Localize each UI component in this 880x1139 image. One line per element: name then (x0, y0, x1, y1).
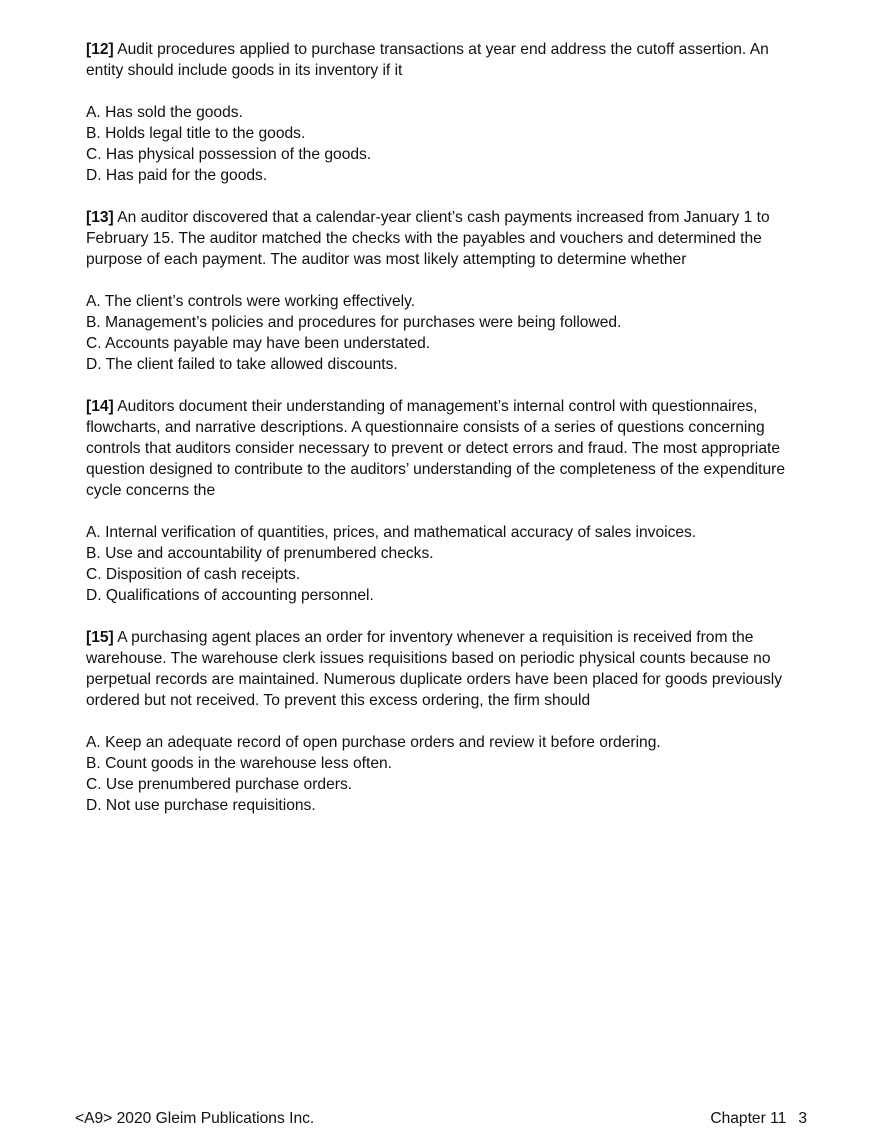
answer-option-d: D. Qualifications of accounting personnel. (86, 587, 374, 604)
question-number: [13] (86, 209, 114, 226)
question-text: An auditor discovered that a calendar-year client’s cash payments increased from January 1 to February 15. The auditor matched the checks with the payables and vouchers and determined the purpose of each payment. The auditor was most likely attempting to determine whether (86, 209, 770, 268)
question-number: [15] (86, 629, 114, 646)
answer-option-d: D. The client failed to take allowed discounts. (86, 356, 398, 373)
question-text: Audit procedures applied to purchase transactions at year end address the cutoff assertion. An entity should include goods in its inventory if it (86, 41, 769, 79)
answer-option-c: C. Accounts payable may have been understated. (86, 335, 431, 352)
footer-copyright: <A9> 2020 Gleim Publications Inc. (75, 1110, 315, 1127)
answer-option-b: B. Count goods in the warehouse less often. (86, 755, 393, 772)
answer-option-b: B. Holds legal title to the goods. (86, 125, 306, 142)
answer-option-a: A. Internal verification of quantities, prices, and mathematical accuracy of sales invoices. (86, 524, 697, 541)
answer-option-a: A. Keep an adequate record of open purchase orders and review it before ordering. (86, 734, 661, 751)
footer-page-number: 3 (798, 1110, 807, 1127)
question-14 (86, 396, 806, 606)
question-15 (86, 627, 806, 816)
question-13 (86, 207, 806, 375)
answer-option-a: A. Has sold the goods. (86, 104, 243, 121)
document-page (86, 39, 806, 837)
answer-options (86, 102, 806, 186)
footer-page-info (710, 1108, 807, 1129)
answer-options (86, 732, 806, 816)
footer-chapter: Chapter 11 (710, 1110, 787, 1127)
question-stem (86, 396, 806, 501)
question-stem (86, 207, 806, 270)
answer-options (86, 522, 806, 606)
answer-options (86, 291, 806, 375)
question-12 (86, 39, 806, 186)
question-text: A purchasing agent places an order for inventory whenever a requisition is received from the warehouse. The warehouse clerk issues requisitions based on periodic physical counts because no perpetual records are maintained. Numerous duplicate orders have been placed for goods previously ordered but not received. To prevent this excess ordering, the firm should (86, 629, 783, 709)
page-footer (75, 1108, 807, 1129)
answer-option-a: A. The client’s controls were working effectively. (86, 293, 416, 310)
question-stem (86, 627, 806, 711)
answer-option-d: D. Not use purchase requisitions. (86, 797, 316, 814)
question-number: [12] (86, 41, 114, 58)
answer-option-c: C. Disposition of cash receipts. (86, 566, 301, 583)
answer-option-b: B. Use and accountability of prenumbered checks. (86, 545, 434, 562)
answer-option-c: C. Has physical possession of the goods. (86, 146, 372, 163)
question-text: Auditors document their understanding of management’s internal control with questionnaires, flowcharts, and narrative descriptions. A questionnaire consists of a series of questions concerning controls that auditors consider necessary to prevent or detect errors and fraud. The most appropriate question designed to contribute to the auditors’ understanding of the completeness of the expenditure cycle concerns the (86, 398, 786, 499)
question-stem (86, 39, 806, 81)
question-number: [14] (86, 398, 114, 415)
answer-option-b: B. Management’s policies and procedures for purchases were being followed. (86, 314, 622, 331)
answer-option-d: D. Has paid for the goods. (86, 167, 268, 184)
answer-option-c: C. Use prenumbered purchase orders. (86, 776, 353, 793)
